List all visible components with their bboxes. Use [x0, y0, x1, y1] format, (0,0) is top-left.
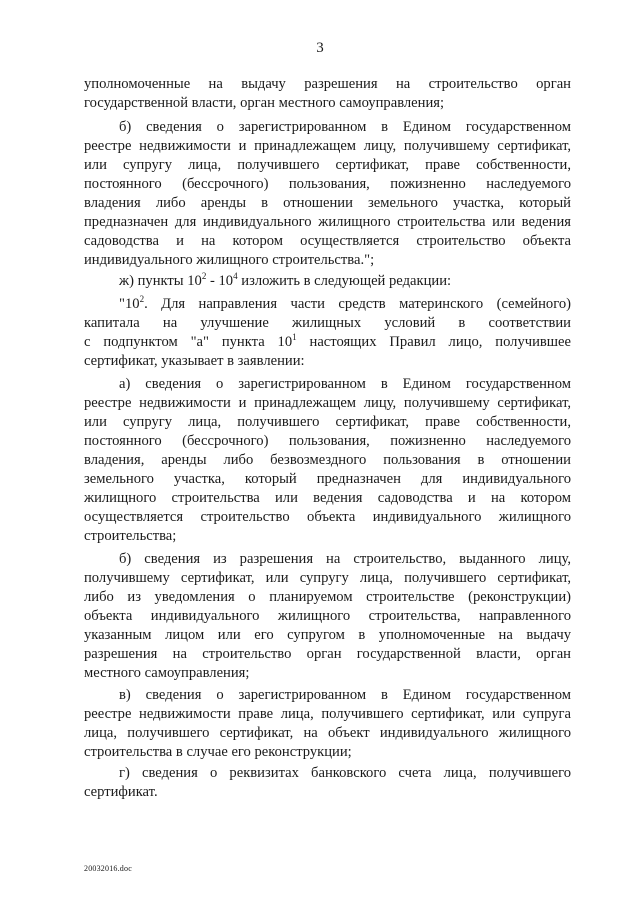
text-line: государственной власти, орган местного самоуправления;	[84, 95, 445, 111]
text-line: или супругу лица, получившего сертификат, праве собственности,	[84, 157, 571, 173]
superscript: 2	[201, 271, 207, 281]
text-line: реестре недвижимости и принадлежащем лицу, получившему сертификат,	[84, 395, 571, 411]
text-line: постоянного (бессрочного) пользования, пожизненно наследуемого	[84, 433, 571, 449]
superscript: 4	[233, 271, 238, 281]
text-line: б) сведения из разрешения на строительство, выданного лицу,	[119, 551, 571, 567]
text-line	[119, 295, 571, 314]
text-line: сертификат.	[84, 784, 158, 800]
text-line: осуществляется строительство объекта индивидуального жилищного	[84, 509, 571, 525]
text-run: . Для направления части средств материнского (семейного)	[144, 296, 571, 312]
text-line: садоводства и на котором осуществляется строительство объекта	[84, 233, 571, 249]
text-line: уполномоченные на выдачу разрешения на строительство орган	[84, 76, 571, 92]
text-line: г) сведения о реквизитах банковского счета лица, получившего	[119, 765, 571, 781]
text-line: лица, получившего сертификат, на объект индивидуального жилищного	[84, 725, 571, 741]
text-line: владения, аренды либо безвозмездного пользования в отношении	[84, 452, 571, 468]
text-line: строительства в случае его реконструкции;	[84, 744, 352, 760]
text-line: или супругу лица, получившего сертификат, праве собственности,	[84, 414, 571, 430]
text-line: местного самоуправления;	[84, 665, 250, 681]
text-line	[84, 333, 571, 352]
text-line: реестре недвижимости праве лица, получившего сертификат, или супруга	[84, 706, 571, 722]
text-line: разрешения на строительство орган государственной власти, орган	[84, 646, 571, 662]
text-run: ж) пункты 10	[119, 273, 202, 289]
text-line: владения либо аренды в отношении земельного участка, который	[84, 195, 571, 211]
text-line: реестре недвижимости и принадлежащем лицу, получившему сертификат,	[84, 138, 571, 154]
superscript: 2	[139, 294, 145, 304]
text-run: "10	[119, 296, 140, 312]
text-line: постоянного (бессрочного) пользования, пожизненно наследуемого	[84, 176, 571, 192]
text-line: б) сведения о зарегистрированном в Едином государственном	[119, 119, 571, 135]
text-line: либо из уведомления о планируемом строительстве (реконструкции)	[84, 589, 571, 605]
superscript: 1	[292, 332, 297, 342]
text-line: сертификат, указывает в заявлении:	[84, 353, 305, 369]
text-line: жилищного строительства или ведения садоводства и на котором	[84, 490, 571, 506]
text-line: в) сведения о зарегистрированном в Едином государственном	[119, 687, 571, 703]
text-line: получившему сертификат, или супругу лица, получившего сертификат,	[84, 570, 571, 586]
footer-filename: 20032016.doc	[84, 864, 132, 873]
text-run: - 10	[206, 273, 234, 289]
text-line: индивидуального жилищного строительства.";	[84, 252, 375, 268]
text-line	[119, 272, 571, 291]
text-line: капитала на улучшение жилищных условий в соответствии	[84, 315, 571, 331]
text-line: земельного участка, который предназначен для индивидуального	[84, 471, 571, 487]
text-line: объекта индивидуального жилищного строительства, направленного	[84, 608, 571, 624]
text-line: а) сведения о зарегистрированном в Едином государственном	[119, 376, 571, 392]
text-run: настоящих Правил лицо, получившее	[296, 334, 571, 350]
text-run: с подпунктом "а" пункта 10	[84, 334, 293, 350]
text-run: изложить в следующей редакции:	[237, 273, 452, 289]
text-line: строительства;	[84, 528, 177, 544]
text-line: указанным лицом или его супругом в уполномоченные на выдачу	[84, 627, 571, 643]
page-number: 3	[316, 40, 324, 56]
text-line: предназначен для индивидуального жилищного строительства или ведения	[84, 214, 571, 230]
